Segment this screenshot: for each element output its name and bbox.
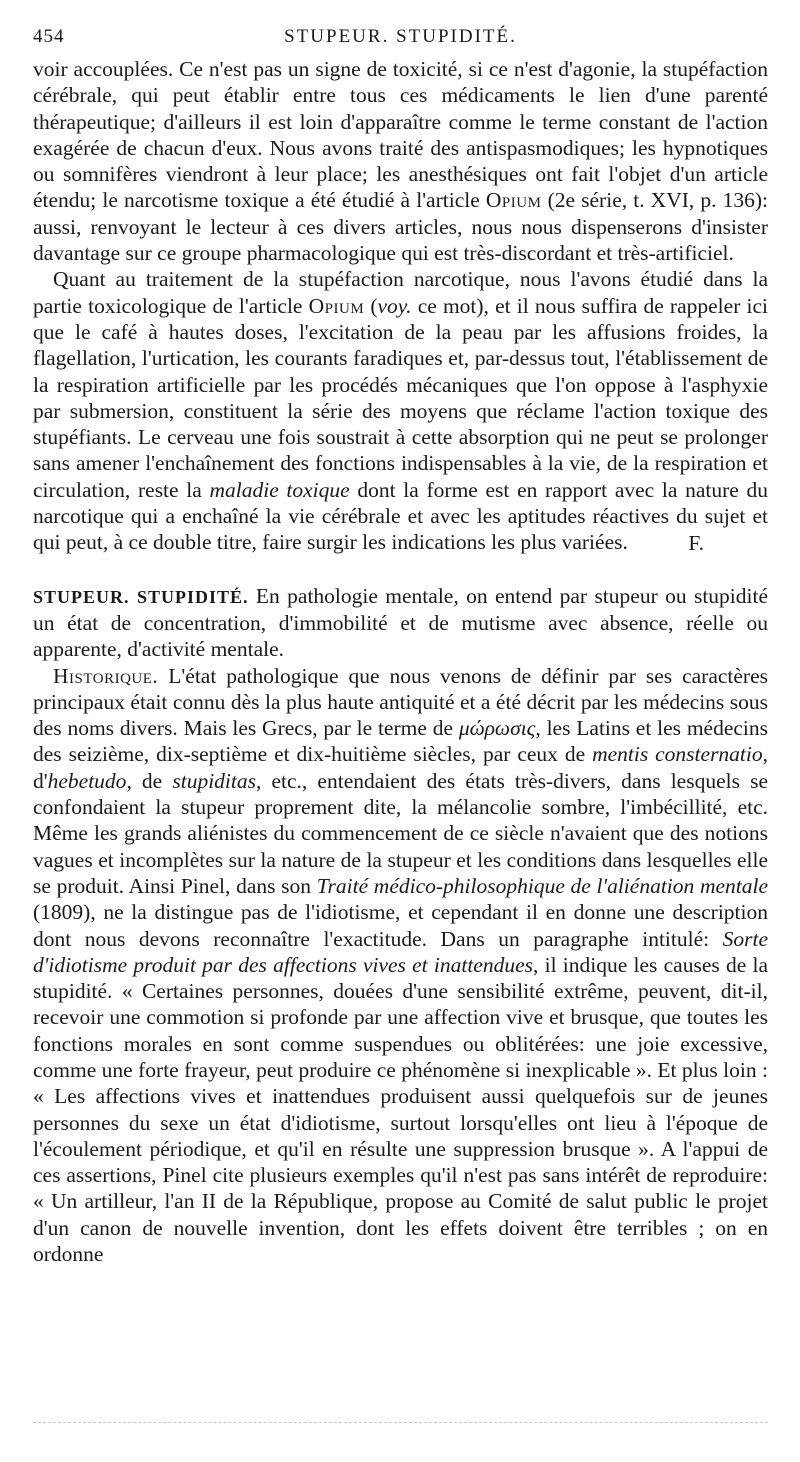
paragraph-text: Quant au traitement de la stupéfaction narcotique, nous l'avons étudié dans la partie toxicologique de l'article [33, 267, 768, 318]
paragraph-text: , de [126, 768, 163, 793]
article-body [33, 56, 768, 1267]
running-title: STUPEUR. STUPIDITÉ. [284, 26, 517, 47]
article-reference: Opium [485, 188, 542, 213]
paragraph-text: L'état pathologique que nous venons de définir par ses caractères principaux était connu dès la plus haute antiquité et a été décrit par les médecins sous des noms divers. Mais les Grecs, par le terme de [33, 663, 768, 741]
author-signature: F. [688, 530, 704, 555]
subsection-heading: Historique. [53, 663, 159, 688]
greek-term: μώρωσις [458, 716, 536, 741]
paragraph-text: En pathologie mentale, on entend par stupeur ou stupidité un état de concentration, d'immobilité et de mutisme avec absence, réelle ou apparente, d'activité mentale. [33, 583, 769, 662]
italic-term: hebetudo [47, 768, 127, 793]
entry-heading: STUPEUR. STUPIDITÉ. [33, 586, 249, 607]
paragraph-text: ce mot), et il nous suffira de rappeler ici que le café à hautes doses, l'excitation de la peau par les affusions froides, la flagellation, l'urtication, les courants faradiques et, par-dessus tout, l'établissement de la respiration artificielle par les procédés mécaniques que l'on oppose à l'asphyxie par submersion, constituent la série des moyens que réclame l'action toxique des stupéfiants. Le cerveau une fois soustrait à cette absorption qui ne peut se prolonger sans amener l'enchaînement des fonctions indispensables à la vie, de la respiration et circulation, reste la [33, 293, 768, 502]
paragraph-text: , d' [33, 742, 769, 793]
book-title: Traité médico-philosophique de l'aliénation mentale [316, 873, 769, 898]
paragraph-historique [33, 663, 768, 1268]
paragraph-text: dont la forme est en rapport avec la nature du narcotique qui a enchaîné la vie cérébrale et avec les aptitudes réactives du sujet et qui peut, à ce double titre, faire surgir les indications les plus variées. [33, 477, 768, 555]
paragraph-text: , les Latins et les médecins des seizième, dix-septième et dix-huitième siècles, par ceux de [33, 716, 769, 767]
paragraph-text: (2e série, t. XVI, p. 136): aussi, renvoyant le lecteur à ces divers articles, nous nous dispenserons d'insister davantage sur ce groupe pharmacologique qui est très-discordant et très-artificiel. [33, 188, 769, 266]
paragraph-text: , etc., entendaient des états très-divers, dans lesquels se confondaient la stupeur proprement dite, la mélancolie sombre, l'imbécillité, etc. Même les grands aliénistes du commencement de ce siècle n'avaient que des notions vagues et incomplètes sur la nature de la stupeur et les conditions dans lesquelles elle se produit. Ainsi Pinel, dans son [33, 768, 769, 898]
bottom-divider [33, 1422, 768, 1423]
paragraph-entry-definition [33, 583, 768, 663]
italic-term: Sorte d'idiotisme produit par des affections vives et inattendues [33, 926, 769, 977]
article-reference: Opium [308, 293, 365, 318]
paragraph-continued [33, 56, 768, 266]
italic-term: voy. [377, 293, 412, 318]
paragraph-text: , il indique les causes de la stupidité. « Certaines personnes, douées d'une sensibilité extrême, peuvent, dit-il, recevoir une commotion si profonde par une affection vive et brusque, que toutes les fonctions morales en sont comme suspendues ou oblitérées: une joie excessive, comme une forte frayeur, peut produire ce phénomène si inexplicable ». Et plus loin : « Les affections vives et inattendues produisent aussi quelquefois sur de jeunes personnes du sexe un état d'idiotisme, surtout lorsqu'elles ont lieu à l'époque de l'écoulement périodique, et qu'il en résulte une suppression brusque ». A l'appui de ces assertions, Pinel cite plusieurs exemples qu'il n'est pas sans intérêt de reproduire: « Un artilleur, l'an II de la République, propose au Comité de salut public le projet d'un canon de nouvelle invention, dont les effets doivent être terribles ; on en ordonne [33, 952, 768, 1267]
italic-term: maladie toxique [209, 477, 350, 502]
paragraph-treatment: Quant au traitement de la stupéfaction narcotique, nous l'avons étudié dans la partie toxicologique de l'article Opium (voy. ce mot), et il nous suffira de rappeler ici que le café à hautes doses, l'excitation de la peau par les affusions froides, la flagellation, l'urtication, les courants faradiques et, par-dessus tout, l'établissement de la respiration artificielle par les procédés mécaniques que l'on oppose à l'asphyxie par submersion, constituent la série des moyens que réclame l'action toxique des stupéfiants. Le cerveau une fois soustrait à cette absorption qui ne peut se prolonger sans amener l'enchaînement des fonctions indispensables à la vie, de la respiration et circulation, reste la maladie toxique dont la forme est en rapport avec la nature du narcotique qui a enchaîné la vie cérébrale et avec les aptitudes réactives du sujet et qui peut, à ce double titre, faire surgir les indications les plus variées. [33, 267, 768, 555]
page-number: 454 [33, 26, 65, 47]
italic-term: stupiditas [172, 768, 256, 793]
paragraph-text: (1809), ne la distingue pas de l'idiotisme, et cependant il en donne une description dont nous devons reconnaître l'exactitude. Dans un paragraphe intitulé: [33, 900, 768, 951]
paragraph-text: voir accouplées. Ce n'est pas un signe de toxicité, si ce n'est d'agonie, la stupéfaction cérébrale, qui peut établir entre tous ces médicaments le lien d'une parenté thérapeutique; d'ailleurs il est loin d'apparaître comme le terme constant de l'action exagérée de chacun d'eux. Nous avons traité des antispasmodiques; les hypnotiques ou somnifères viendront à leur place; les anesthésiques ont fait l'objet d'un article étendu; le narcotisme toxique a été étudié à l'article [33, 57, 768, 213]
italic-term: mentis consternatio [592, 742, 763, 767]
section-spacer [33, 556, 768, 583]
page-header [33, 24, 768, 56]
document-page [33, 24, 768, 1267]
